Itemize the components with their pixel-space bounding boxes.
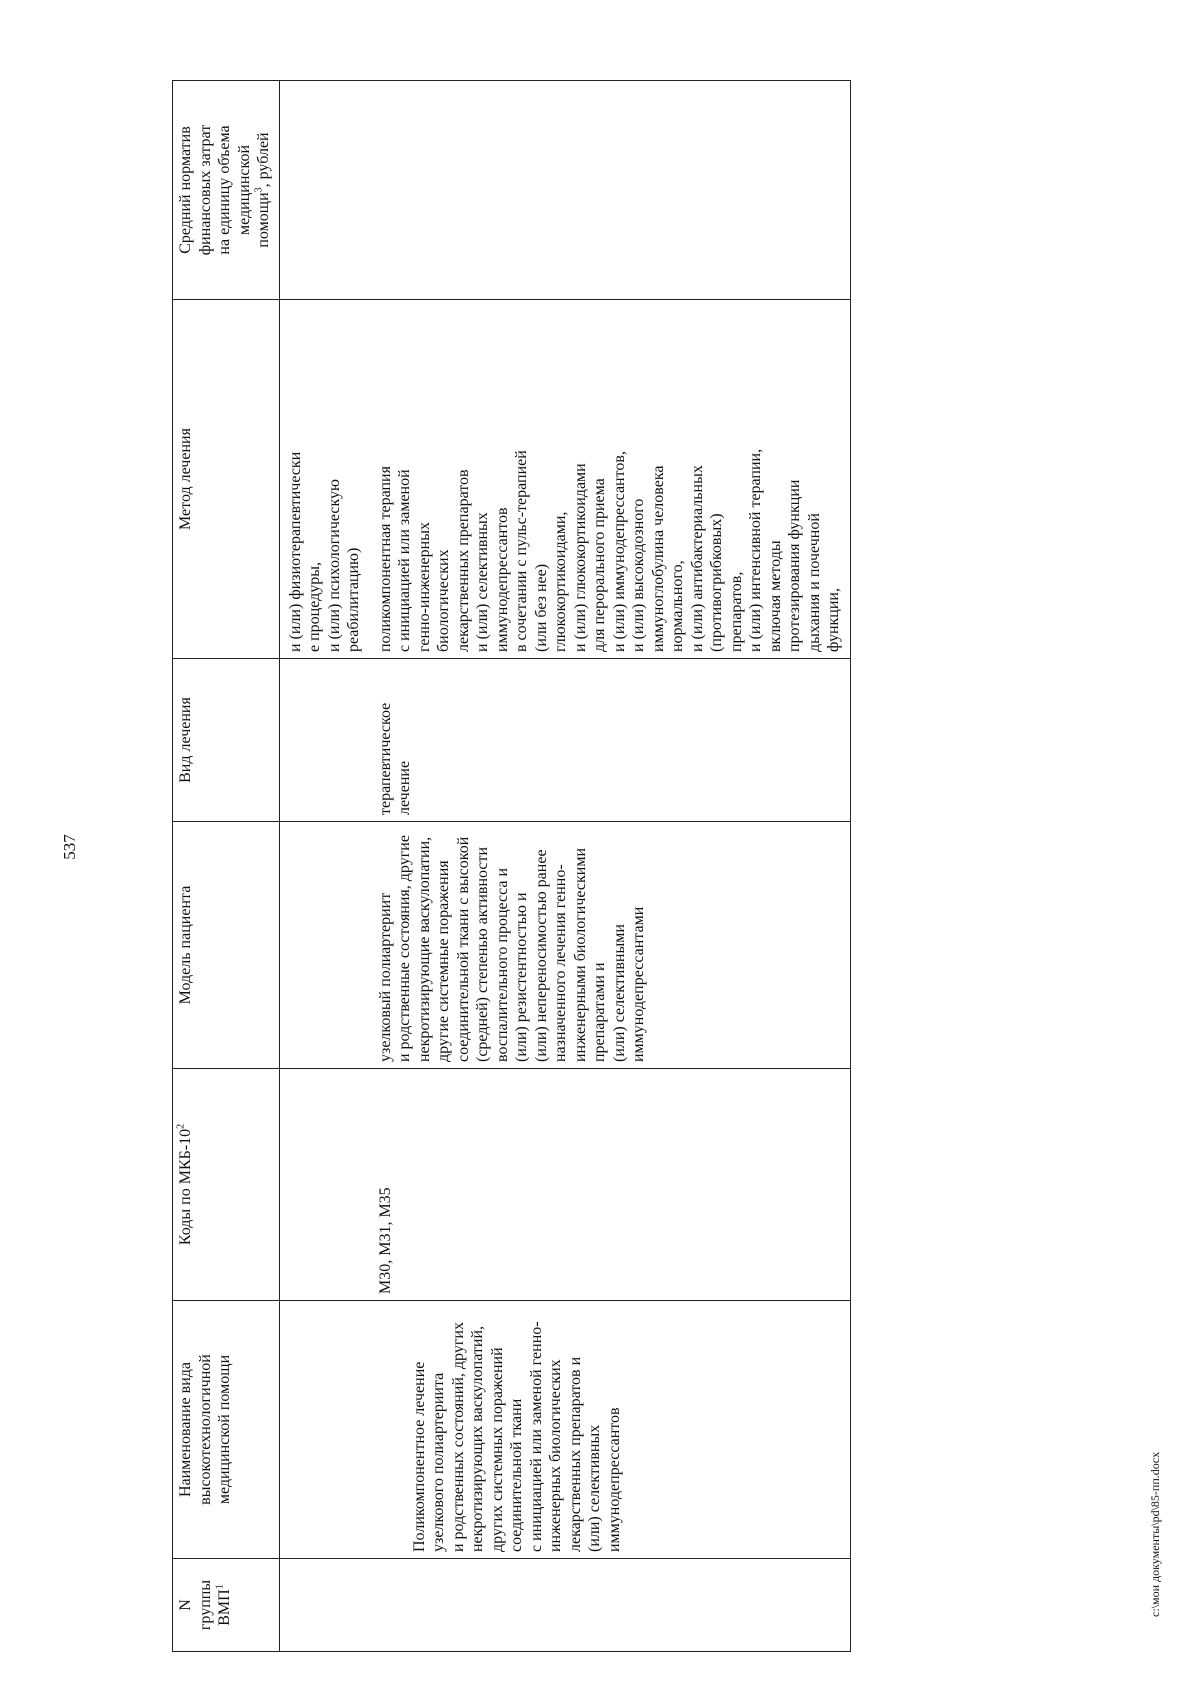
- icd-codes-cell: M30, M31, M35: [370, 1069, 851, 1301]
- document-file-path: c:\мои документы\pd\85-пп.docx: [1148, 1451, 1162, 1617]
- patient-model-cell: узелковый полиартериит и родственные состояния, другие некротизирующие васкулопатии, другие системные поражения соединительной ткани с высокой (средней) степенью активности воспалительного процесса и (или) резистентностью и (или) непереносимостью ранее назначенного лечения генно- инженерными биологическими препаратами и (или) селективными иммунодепрессантами: [370, 822, 851, 1069]
- treatment-method-cell: поликомпонентная терапия с инициацией или заменой генно-инженерных биологических лекарственных препаратов и (или) селективных иммунодепрессантов в сочетании с пульс-терапией (или без нее) глюкокортикоидами, и (или) глюкокортикоидами для перорального приема и (или) иммунодепрессантов, и (или) высокодозного иммуноглобулина человека нормального, и (или) антибактериальных (противогрибковых) препаратов, и (или) интенсивной терапии, включая методы протезирования функции дыхания и почечной функции,: [370, 300, 851, 659]
- header-icd-codes: Коды по МКБ-$10^2$: [173, 1069, 280, 1301]
- header-treatment-method: Метод лечения: [173, 300, 280, 659]
- vmp-table: [172, 80, 851, 1652]
- header-vmp-name: Наименование вида высокотехнологичной медицинской помощи: [173, 1301, 280, 1559]
- group-number-cell: [370, 1559, 851, 1652]
- header-row: [173, 81, 280, 1652]
- header-patient-model: Модель пациента: [173, 822, 280, 1069]
- header-treatment-kind: Вид лечения: [173, 659, 280, 822]
- continuation-method-cell: и (или) физиотерапевтически е процедуры, и (или) психологическую реабилитацию): [279, 300, 370, 659]
- header-average-cost: Средний норматив финансовых затрат на единицу объема медицинской помощи$^3$, рублей: [173, 81, 280, 300]
- continuation-row: [279, 81, 370, 1652]
- treatment-kind-cell: терапевтическое лечение: [370, 659, 851, 822]
- page-number: 537: [60, 834, 79, 860]
- vmp-name-cell: Поликомпонентное лечение узелкового полиартериита и родственных состояний, других некротизирующих васкулопатий, других системных поражений соединительной ткани с инициацией или заменой генно- инженерных биологических лекарственных препаратов и (или) селективных иммунодепрессантов: [370, 1301, 851, 1559]
- average-cost-cell: [370, 81, 851, 300]
- header-group-number: N группы ВМП$^1$: [173, 1559, 280, 1652]
- table-row: [370, 81, 851, 1652]
